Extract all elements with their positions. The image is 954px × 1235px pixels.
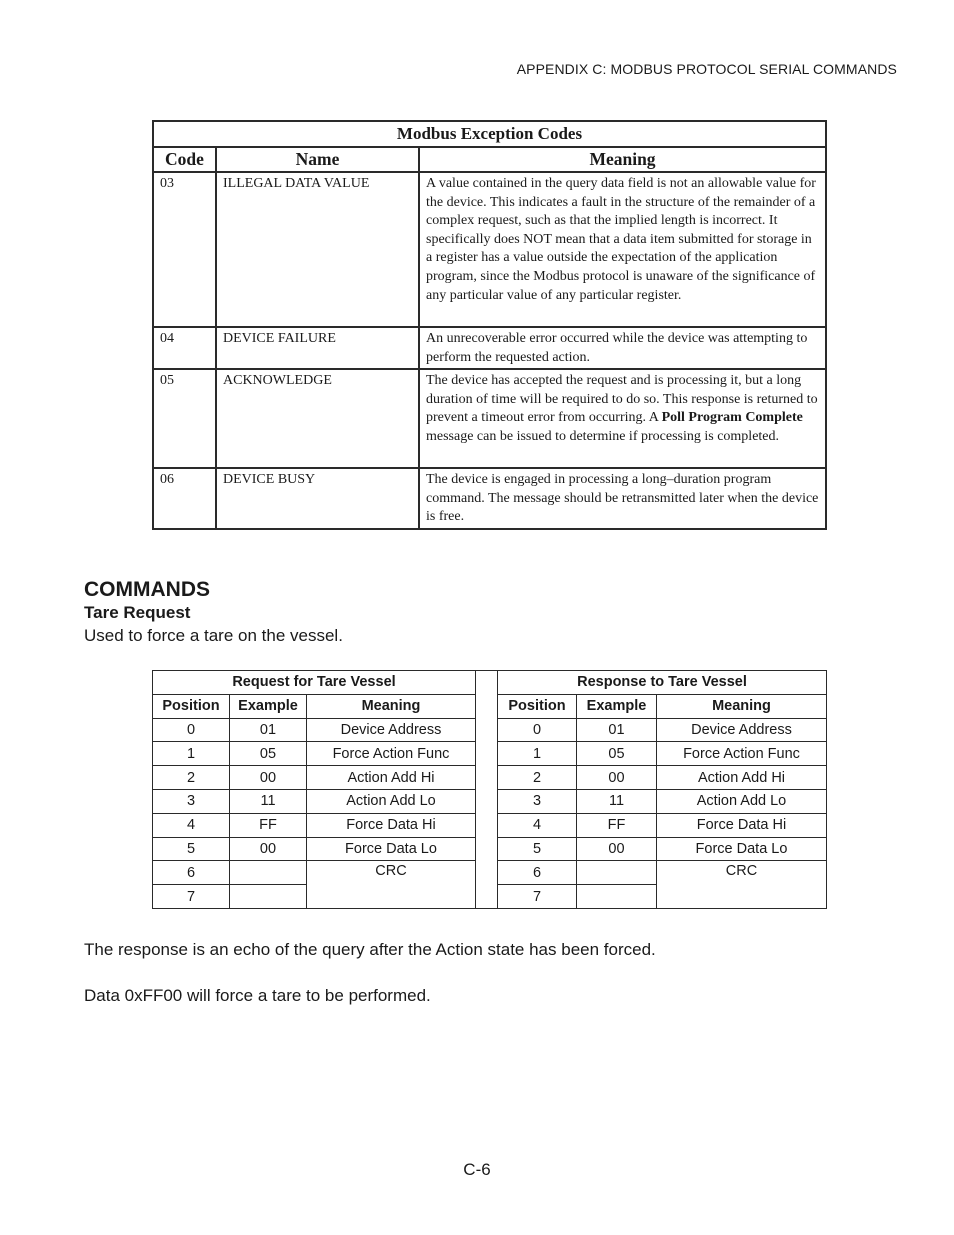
column-header-meaning: Meaning — [419, 147, 826, 172]
section-title: COMMANDS — [84, 578, 210, 601]
exception-meaning — [419, 369, 826, 468]
crc-cell: CRC — [307, 861, 476, 909]
position-cell: 0 — [153, 718, 230, 742]
example-cell — [230, 885, 307, 909]
meaning-cell: Force Data Hi — [307, 813, 476, 837]
example-cell: 00 — [577, 766, 657, 790]
table-header-row — [153, 147, 826, 172]
meaning-cell: Action Add Lo — [657, 789, 827, 813]
example-cell: 01 — [230, 718, 307, 742]
table-divider — [476, 670, 497, 909]
request-table-title: Request for Tare Vessel — [153, 671, 476, 695]
position-cell: 3 — [498, 789, 577, 813]
example-cell: 05 — [577, 742, 657, 766]
meaning-cell: Force Action Func — [657, 742, 827, 766]
column-header-position: Position — [153, 694, 230, 718]
example-cell: 11 — [230, 789, 307, 813]
table-row — [498, 742, 827, 766]
meaning-text: The device has accepted the request and is processing it, but a long duration of time will be required to do so. This response is returned to prevent a timeout error from occurring. A — [426, 373, 818, 426]
table-row — [153, 837, 476, 861]
table-row — [153, 468, 826, 529]
response-note: The response is an echo of the query after the Action state has been forced. — [84, 940, 656, 959]
exception-codes-table — [152, 120, 827, 530]
example-cell: 00 — [577, 837, 657, 861]
exception-name: ACKNOWLEDGE — [216, 369, 419, 468]
subsection-title: Tare Request — [84, 603, 191, 622]
exception-meaning: The device is engaged in processing a long–duration program command. The message should be retransmitted later when the device is free. — [419, 468, 826, 529]
position-cell: 3 — [153, 789, 230, 813]
position-cell: 1 — [498, 742, 577, 766]
crc-cell: CRC — [657, 861, 827, 909]
exception-code: 03 — [153, 172, 216, 327]
meaning-cell: Action Add Hi — [657, 766, 827, 790]
table-row — [153, 369, 826, 468]
position-cell: 1 — [153, 742, 230, 766]
exception-code: 05 — [153, 369, 216, 468]
example-cell: 05 — [230, 742, 307, 766]
table-row — [498, 718, 827, 742]
request-table — [152, 670, 476, 909]
meaning-bold-command: Poll Program Complete — [661, 410, 803, 426]
meaning-cell: Action Add Lo — [307, 789, 476, 813]
column-header-meaning: Meaning — [307, 694, 476, 718]
intro-text: Used to force a tare on the vessel. — [84, 626, 343, 645]
position-cell: 4 — [153, 813, 230, 837]
response-table-title: Response to Tare Vessel — [498, 671, 827, 695]
column-header-name: Name — [216, 147, 419, 172]
table-row — [153, 789, 476, 813]
position-cell: 4 — [498, 813, 577, 837]
table-row — [153, 718, 476, 742]
example-cell: 00 — [230, 837, 307, 861]
position-cell: 0 — [498, 718, 577, 742]
example-cell: FF — [230, 813, 307, 837]
table-row — [153, 861, 476, 885]
table-row — [498, 789, 827, 813]
meaning-cell: Force Data Lo — [657, 837, 827, 861]
table-row — [153, 766, 476, 790]
position-cell: 5 — [498, 837, 577, 861]
exception-meaning: An unrecoverable error occurred while the device was attempting to perform the requested action. — [419, 327, 826, 369]
meaning-text: message can be issued to determine if processing is completed. — [426, 428, 780, 444]
exception-meaning: A value contained in the query data field is not an allowable value for the device. This indicates a fault in the structure of the remainder of a complex request, such as that the implied length is incorrect. It specifically does NOT mean that a data item submitted for storage in a register has a value outside the expectation of the application program, since the Modbus protocol is unaware of the significance of any particular value of any particular register. — [419, 172, 826, 327]
table-row — [153, 813, 476, 837]
table-row — [498, 861, 827, 885]
meaning-cell: Force Data Hi — [657, 813, 827, 837]
column-header-code: Code — [153, 147, 216, 172]
example-cell: 01 — [577, 718, 657, 742]
position-cell: 7 — [153, 885, 230, 909]
table-row — [153, 172, 826, 327]
example-cell: 00 — [230, 766, 307, 790]
exception-name: ILLEGAL DATA VALUE — [216, 172, 419, 327]
meaning-cell: Force Action Func — [307, 742, 476, 766]
example-cell — [577, 885, 657, 909]
column-header-position: Position — [498, 694, 577, 718]
example-cell — [577, 861, 657, 885]
position-cell: 2 — [153, 766, 230, 790]
page-number: C-6 — [463, 1160, 491, 1179]
page-header: APPENDIX C: MODBUS PROTOCOL SERIAL COMMANDS — [516, 61, 897, 77]
meaning-cell: Force Data Lo — [307, 837, 476, 861]
position-cell: 2 — [498, 766, 577, 790]
table-row — [153, 742, 476, 766]
meaning-cell: Device Address — [657, 718, 827, 742]
column-header-meaning: Meaning — [657, 694, 827, 718]
table-row — [498, 813, 827, 837]
response-table — [497, 670, 827, 909]
exception-code: 06 — [153, 468, 216, 529]
table-title-row — [153, 121, 826, 147]
column-header-example: Example — [577, 694, 657, 718]
position-cell: 7 — [498, 885, 577, 909]
data-note: Data 0xFF00 will force a tare to be performed. — [84, 986, 431, 1005]
exception-name: DEVICE BUSY — [216, 468, 419, 529]
meaning-cell: Action Add Hi — [307, 766, 476, 790]
table-row — [498, 766, 827, 790]
position-cell: 6 — [153, 861, 230, 885]
table-row — [153, 327, 826, 369]
exception-code: 04 — [153, 327, 216, 369]
table-title: Modbus Exception Codes — [153, 121, 826, 147]
example-cell — [230, 861, 307, 885]
meaning-cell: Device Address — [307, 718, 476, 742]
table-row — [498, 837, 827, 861]
position-cell: 5 — [153, 837, 230, 861]
position-cell: 6 — [498, 861, 577, 885]
example-cell: 11 — [577, 789, 657, 813]
column-header-example: Example — [230, 694, 307, 718]
exception-name: DEVICE FAILURE — [216, 327, 419, 369]
example-cell: FF — [577, 813, 657, 837]
